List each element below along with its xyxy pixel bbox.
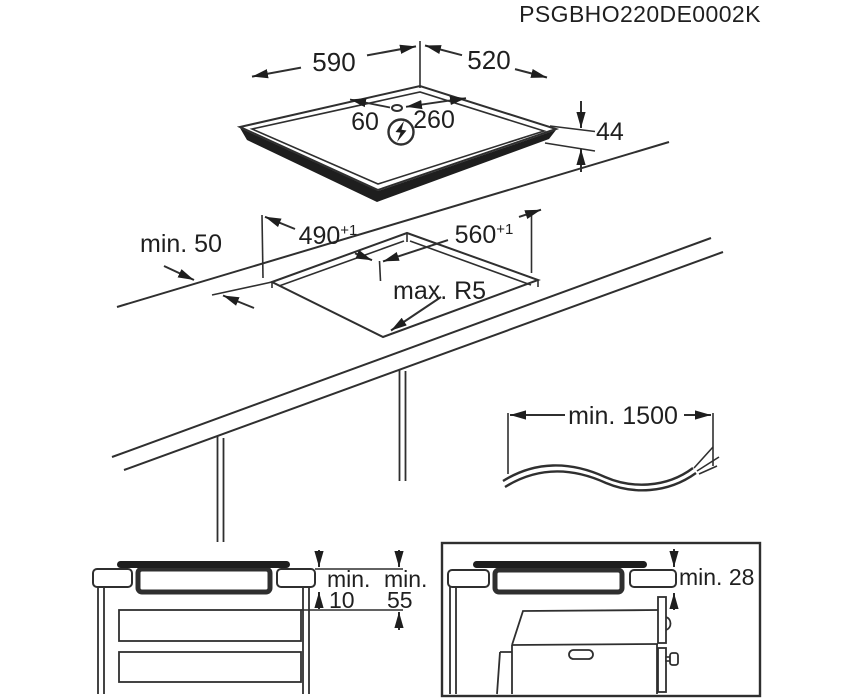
rear-clearance-label: min. 50 [140,230,222,258]
dim-rear-clearance [164,266,272,308]
oven-clearance-label: min. 28 [679,564,755,590]
hob-glass-section [117,561,290,568]
worktop-left-section [448,570,489,587]
oven-clearance-view [442,543,760,696]
oven-door-knob [670,653,678,665]
drawer-clearance-view [93,550,427,694]
cable [503,447,719,490]
cutout-width-label [455,221,514,249]
min-label-2: min. [384,566,428,592]
worktop-cutout-view [112,142,723,542]
cable-wire-ends [694,447,719,474]
corner-radius-label: max. R5 [393,277,487,305]
dim-44 [545,101,595,172]
cutout-depth-label [299,222,358,250]
drawer-bottom [119,652,301,682]
hob-width-label: 590 [312,47,356,77]
hob-dimensions-view [240,41,624,202]
worktop-right-section [630,570,676,587]
cutout-depth-value: 490 [298,222,341,250]
worktop-right-section [277,569,315,587]
min-label-1: min. [327,566,371,592]
hob-height-label: 44 [596,118,624,146]
hob-glass-section [473,561,647,568]
hob-body-section [138,569,270,592]
mains-cable-view [503,402,719,490]
connection-offset-left-label: 60 [351,108,379,136]
cutout-width-tolerance: +1 [496,221,514,238]
cutout-width-value: 560 [454,221,497,249]
cabinet-legs [218,369,406,542]
gap-below-hob-label: 10 [329,587,355,613]
gap-to-drawer-label: 55 [387,587,413,613]
connection-offset-right-label: 260 [413,106,455,134]
worktop-front-edge [112,238,723,470]
product-code: PSGBHO220DE0002K [519,1,761,27]
hob-body-section [495,570,622,592]
hob-depth-label: 520 [467,45,511,75]
worktop-left-section [93,569,132,587]
cutout-depth-tolerance: +1 [340,222,358,239]
cable-length-label: min. 1500 [568,402,678,430]
oven-handle [569,650,593,659]
drawer-top [119,610,301,641]
